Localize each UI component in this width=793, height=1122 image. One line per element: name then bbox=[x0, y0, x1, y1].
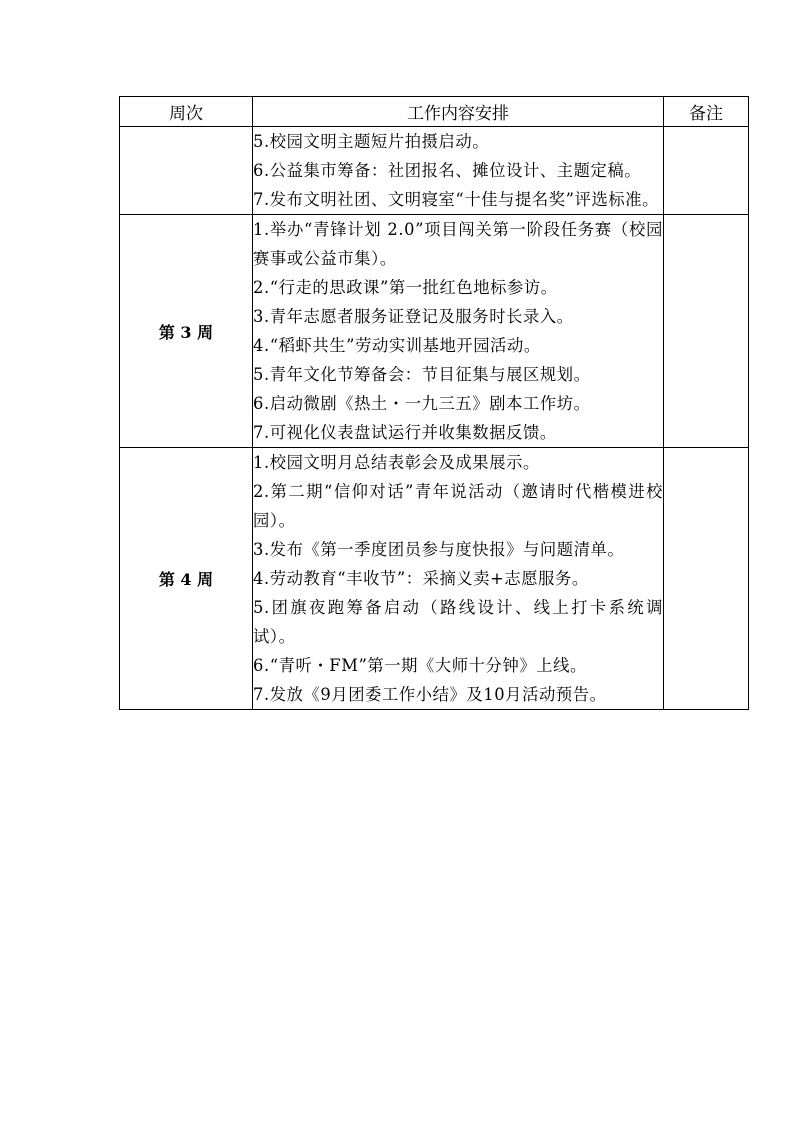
content-cell bbox=[253, 215, 664, 448]
table-header-row bbox=[120, 97, 749, 127]
list-item: 5.青年文化节筹备会：节目征集与展区规划。 bbox=[253, 365, 591, 384]
list-item: 2.第二期“信仰对话”青年说活动（邀请时代楷模进校园）。 bbox=[253, 482, 663, 530]
header-note: 备注 bbox=[664, 97, 749, 127]
table-row bbox=[120, 127, 749, 215]
table-row bbox=[120, 215, 749, 448]
table-row bbox=[120, 448, 749, 710]
list-item: 1.校园文明月总结表彰会及成果展示。 bbox=[253, 453, 540, 472]
week-cell: 第 4 周 bbox=[120, 448, 253, 710]
list-item: 7.可视化仪表盘试运行并收集数据反馈。 bbox=[253, 423, 557, 442]
note-cell bbox=[664, 127, 749, 215]
list-item: 7.发放《9月团委工作小结》及10月活动预告。 bbox=[253, 685, 607, 704]
list-item: 5.团旗夜跑筹备启动（路线设计、线上打卡系统调试）。 bbox=[253, 598, 663, 646]
list-item: 1.举办“青锋计划 2.0”项目闯关第一阶段任务赛（校园赛事或公益市集）。 bbox=[253, 220, 663, 268]
list-item: 3.青年志愿者服务证登记及服务时长录入。 bbox=[253, 307, 574, 326]
week-cell: 第 3 周 bbox=[120, 215, 253, 448]
list-item: 6.公益集市筹备：社团报名、摊位设计、主题定稿。 bbox=[253, 161, 642, 180]
list-item: 5.校园文明主题短片拍摄启动。 bbox=[253, 132, 490, 151]
list-item: 6.启动微剧《热土・一九三五》剧本工作坊。 bbox=[253, 394, 591, 413]
list-item: 3.发布《第一季度团员参与度快报》与问题清单。 bbox=[253, 540, 625, 559]
list-item: 4.“稻虾共生”劳动实训基地开园活动。 bbox=[253, 336, 541, 355]
table-body bbox=[120, 127, 749, 710]
list-item: 4.劳动教育“丰收节”：采摘义卖+志愿服务。 bbox=[253, 569, 589, 588]
content-cell bbox=[253, 127, 664, 215]
list-item: 6.“青听・FM”第一期《大师十分钟》上线。 bbox=[253, 656, 587, 675]
content-cell bbox=[253, 448, 664, 710]
header-content: 工作内容安排 bbox=[253, 97, 664, 127]
note-cell bbox=[664, 448, 749, 710]
note-cell bbox=[664, 215, 749, 448]
list-item: 2.“行走的思政课”第一批红色地标参访。 bbox=[253, 278, 558, 297]
list-item: 7.发布文明社团、文明寝室“十佳与提名奖”评选标准。 bbox=[253, 190, 659, 209]
work-schedule-table bbox=[119, 96, 749, 710]
week-cell bbox=[120, 127, 253, 215]
header-week: 周次 bbox=[120, 97, 253, 127]
